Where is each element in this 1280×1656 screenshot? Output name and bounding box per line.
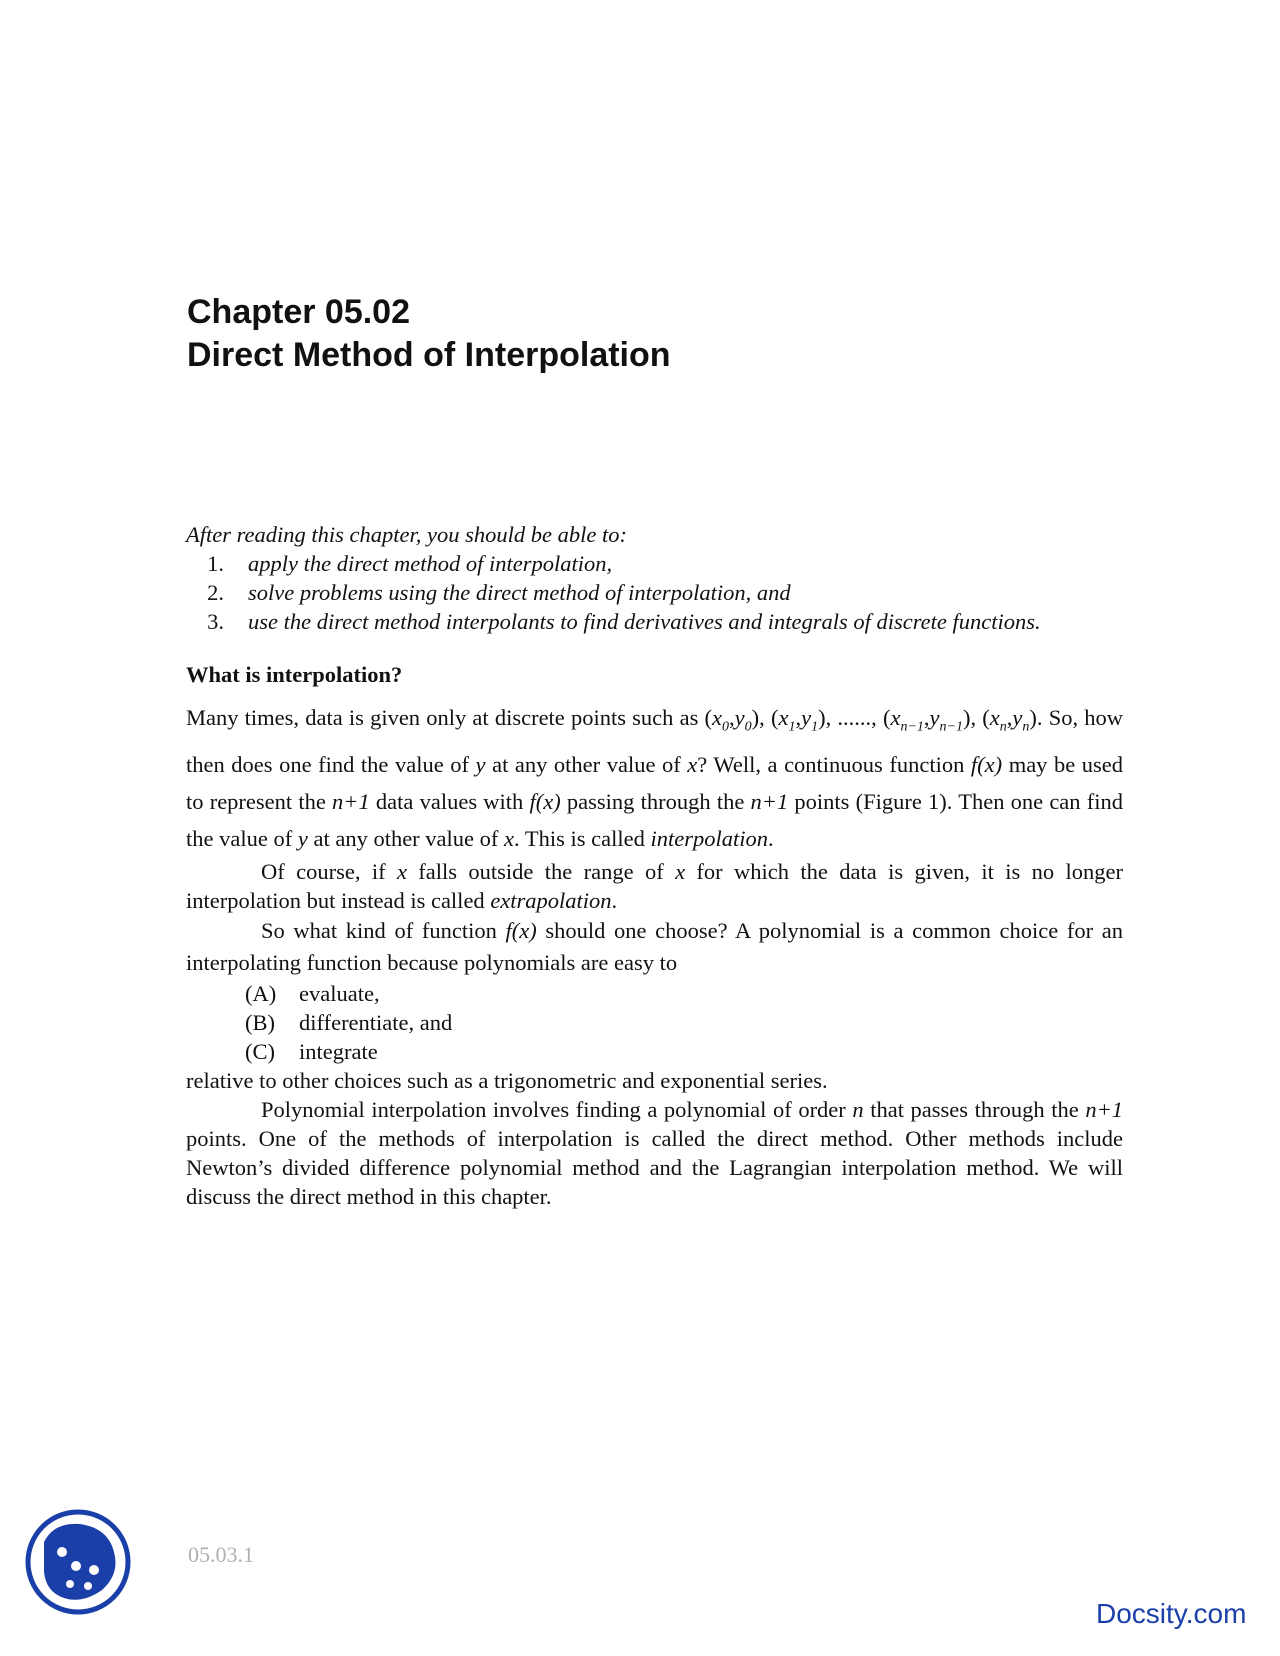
objectives-intro: After reading this chapter, you should be able to:: [186, 522, 627, 547]
chapter-content: [186, 520, 1123, 1211]
paragraph-extrapolation: Of course, if x falls outside the range of x for which the data is given, it is no longer interpolation but instead is called extrapolation.: [186, 858, 1124, 913]
objectives-list: [186, 549, 1123, 636]
chapter-name: Direct Method of Interpolation: [187, 336, 671, 374]
paragraph-choose-function: So what kind of function f(x) should one choose? A polynomial is a common choice for an interpolating function because polynomials are easy to: [186, 917, 1123, 975]
objective-item: 2. solve problems using the direct method of interpolation, and: [207, 580, 791, 605]
page-number: 05.03.1: [188, 1542, 254, 1567]
chapter-number: Chapter 05.02: [187, 293, 410, 331]
math-point-1: $(x_1,y_1)$: [770, 705, 826, 735]
paragraph-polynomial-interpolation: Polynomial interpolation involves finding a polynomial of order n that passes through the n+1 points. One of the methods of interpolation is called the direct method. Other methods include Newton’s divided difference polynomial method and the Lagrangian interpolation method. We will discuss the direct method in this chapter.: [186, 1096, 1123, 1209]
list-item: (A) evaluate,: [245, 980, 380, 1006]
math-point-0: $(x_0,y_0)$: [704, 705, 760, 735]
docsity-logo-icon[interactable]: [24, 1508, 132, 1616]
list-item: (B) differentiate, and: [245, 1009, 453, 1035]
paragraph-relative-choices: relative to other choices such as a trigonometric and exponential series.: [186, 1067, 828, 1093]
objective-item: 3. use the direct method interpolants to find derivatives and integrals of discrete functions.: [207, 609, 1041, 634]
math-point-n: $(x_n,y_n)$: [982, 705, 1037, 735]
chapter-title: [187, 291, 671, 377]
objective-item: 1. apply the direct method of interpolation,: [207, 551, 613, 576]
math-point-n-minus-1: $(x_{n-1},y_{n-1})$: [882, 705, 971, 735]
list-item: (C) integrate: [245, 1038, 378, 1064]
section-heading: What is interpolation?: [186, 662, 403, 687]
polynomial-benefits-list: [186, 979, 1123, 1066]
paragraph-interpolation-definition: Many times, data is given only at discrete points such as $(x_0,y_0)$, $(x_1,y_1)$, ......, $(x_{n-1},y_{n-1})$, $(x_n,y_n)$. So, how then does one find the value of y at any other value of x? Well, a continuous function f(x) may be used to represent the n+1 data values with f(x) passing through the n+1 points (Figure 1). Then one can find the value of y at any other value of x. This is called interpolation.: [186, 705, 1124, 851]
docsity-watermark[interactable]: Docsity.com: [1096, 1598, 1247, 1629]
